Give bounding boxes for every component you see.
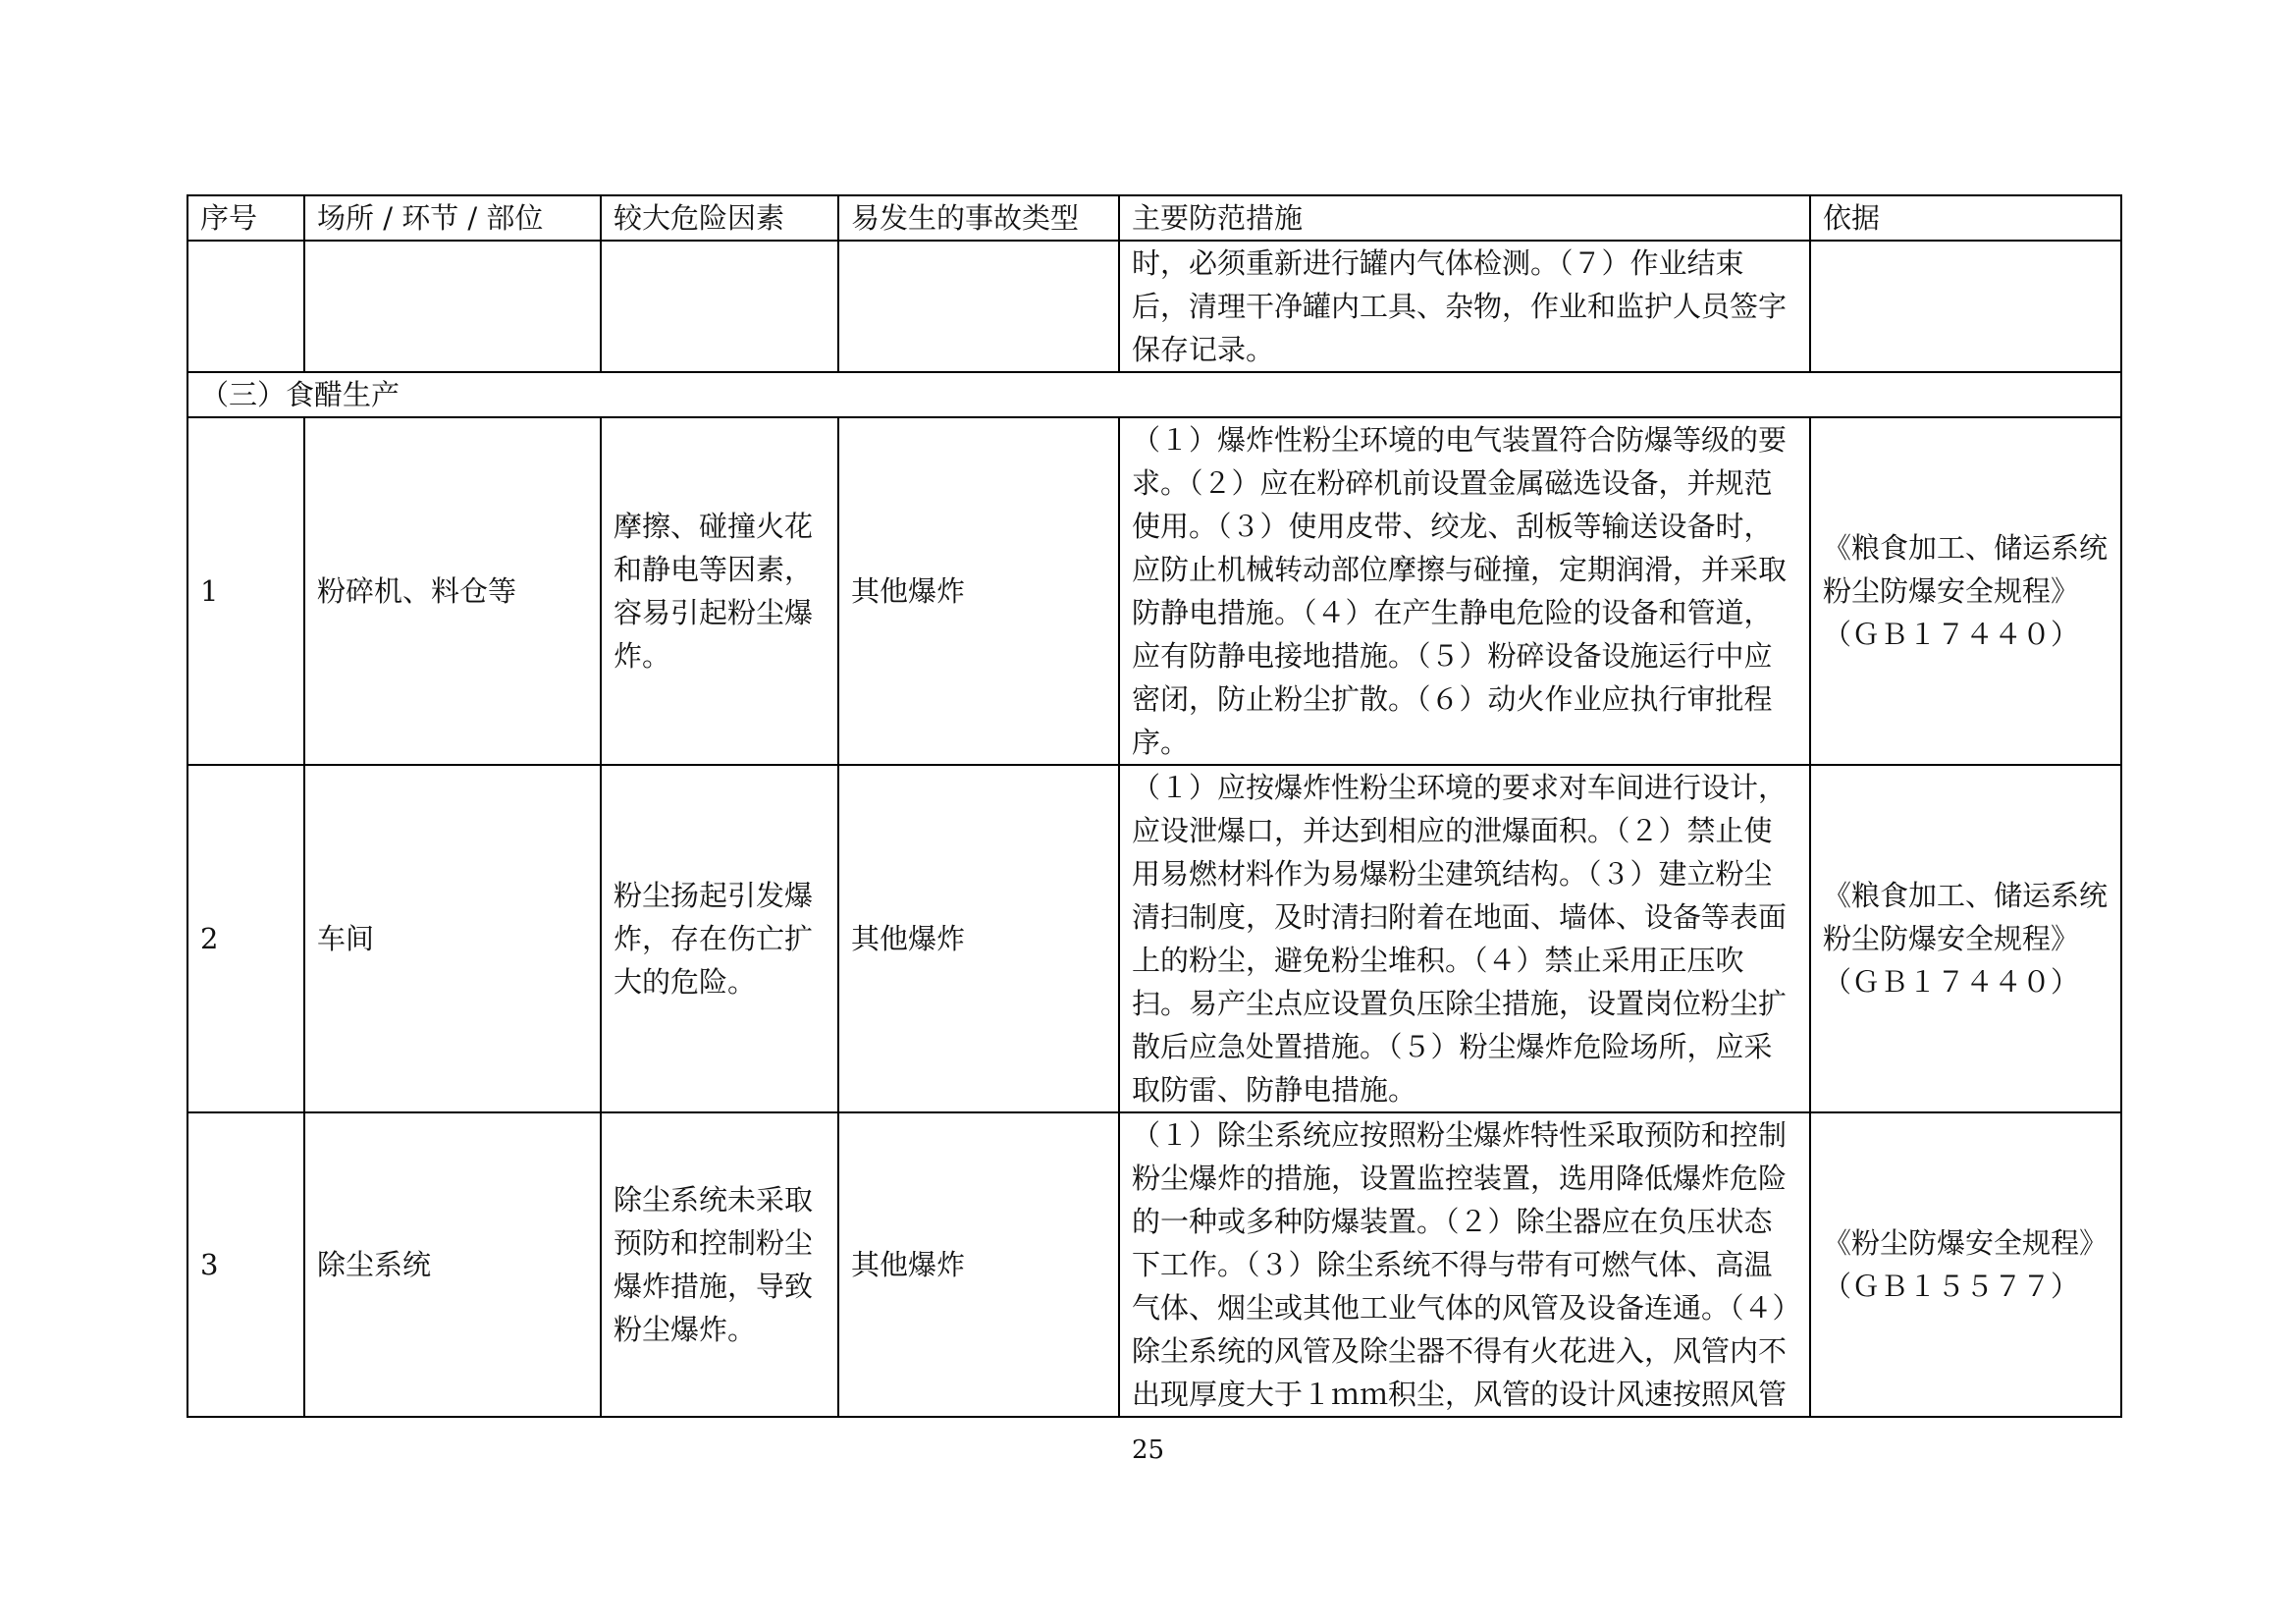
cell-no: 3 <box>187 1112 304 1417</box>
cell-no: 1 <box>187 417 304 765</box>
header-location: 场所 / 环节 / 部位 <box>304 195 601 241</box>
cell-basis: 《粉尘防爆安全规程》（ＧＢ１５５７７） <box>1810 1112 2121 1417</box>
cell-accident-type: 其他爆炸 <box>838 765 1119 1112</box>
cell-empty <box>601 241 838 372</box>
cell-basis: 《粮食加工、储运系统粉尘防爆安全规程》（ＧＢ１７４４０） <box>1810 417 2121 765</box>
cell-location: 车间 <box>304 765 601 1112</box>
table-row-continuation <box>187 241 2121 372</box>
cell-empty <box>187 241 304 372</box>
header-basis: 依据 <box>1810 195 2121 241</box>
cell-accident-type: 其他爆炸 <box>838 1112 1119 1417</box>
header-accident-type: 易发生的事故类型 <box>838 195 1119 241</box>
cell-empty <box>1810 241 2121 372</box>
cell-measures: （１）爆炸性粉尘环境的电气装置符合防爆等级的要求。（２）应在粉碎机前设置金属磁选设备，并规范使用。（３）使用皮带、绞龙、刮板等输送设备时，应防止机械转动部位摩擦与碰撞，定期润滑，并采取防静电措施。（４）在产生静电危险的设备和管道，应有防静电接地措施。（５）粉碎设备设施运行中应密闭，防止粉尘扩散。（６）动火作业应执行审批程序。 <box>1119 417 1810 765</box>
cell-empty <box>304 241 601 372</box>
header-hazard: 较大危险因素 <box>601 195 838 241</box>
section-row <box>187 372 2121 417</box>
cell-measures: （１）除尘系统应按照粉尘爆炸特性采取预防和控制粉尘爆炸的措施，设置监控装置，选用降低爆炸危险的一种或多种防爆装置。（２）除尘器应在负压状态下工作。（３）除尘系统不得与带有可燃气体、高温气体、烟尘或其他工业气体的风管及设备连通。（４）除尘系统的风管及除尘器不得有火花进入，风管内不出现厚度大于１ｍｍ积尘，风管的设计风速按照风管 <box>1119 1112 1810 1417</box>
section-title: （三）食醋生产 <box>187 372 2121 417</box>
cell-location: 粉碎机、料仓等 <box>304 417 601 765</box>
table-row <box>187 765 2121 1112</box>
page-number: 25 <box>1131 1435 1165 1465</box>
cell-hazard: 摩擦、碰撞火花和静电等因素，容易引起粉尘爆炸。 <box>601 417 838 765</box>
cell-no: 2 <box>187 765 304 1112</box>
cell-accident-type: 其他爆炸 <box>838 417 1119 765</box>
cell-hazard: 除尘系统未采取预防和控制粉尘爆炸措施，导致粉尘爆炸。 <box>601 1112 838 1417</box>
table-header-row <box>187 195 2121 241</box>
cell-empty <box>838 241 1119 372</box>
cell-measures: （１）应按爆炸性粉尘环境的要求对车间进行设计，应设泄爆口，并达到相应的泄爆面积。（２）禁止使用易燃材料作为易爆粉尘建筑结构。（３）建立粉尘清扫制度，及时清扫附着在地面、墙体、设备等表面上的粉尘，避免粉尘堆积。（４）禁止采用正压吹扫。易产尘点应设置负压除尘措施，设置岗位粉尘扩散后应急处置措施。（５）粉尘爆炸危险场所，应采取防雷、防静电措施。 <box>1119 765 1810 1112</box>
hazard-table <box>187 194 2122 1418</box>
table-row <box>187 417 2121 765</box>
cell-location: 除尘系统 <box>304 1112 601 1417</box>
header-no: 序号 <box>187 195 304 241</box>
cell-basis: 《粮食加工、储运系统粉尘防爆安全规程》（ＧＢ１７４４０） <box>1810 765 2121 1112</box>
cell-measures: 时，必须重新进行罐内气体检测。（７）作业结束后，清理干净罐内工具、杂物，作业和监护人员签字保存记录。 <box>1119 241 1810 372</box>
table-row <box>187 1112 2121 1417</box>
cell-hazard: 粉尘扬起引发爆炸，存在伤亡扩大的危险。 <box>601 765 838 1112</box>
header-measures: 主要防范措施 <box>1119 195 1810 241</box>
